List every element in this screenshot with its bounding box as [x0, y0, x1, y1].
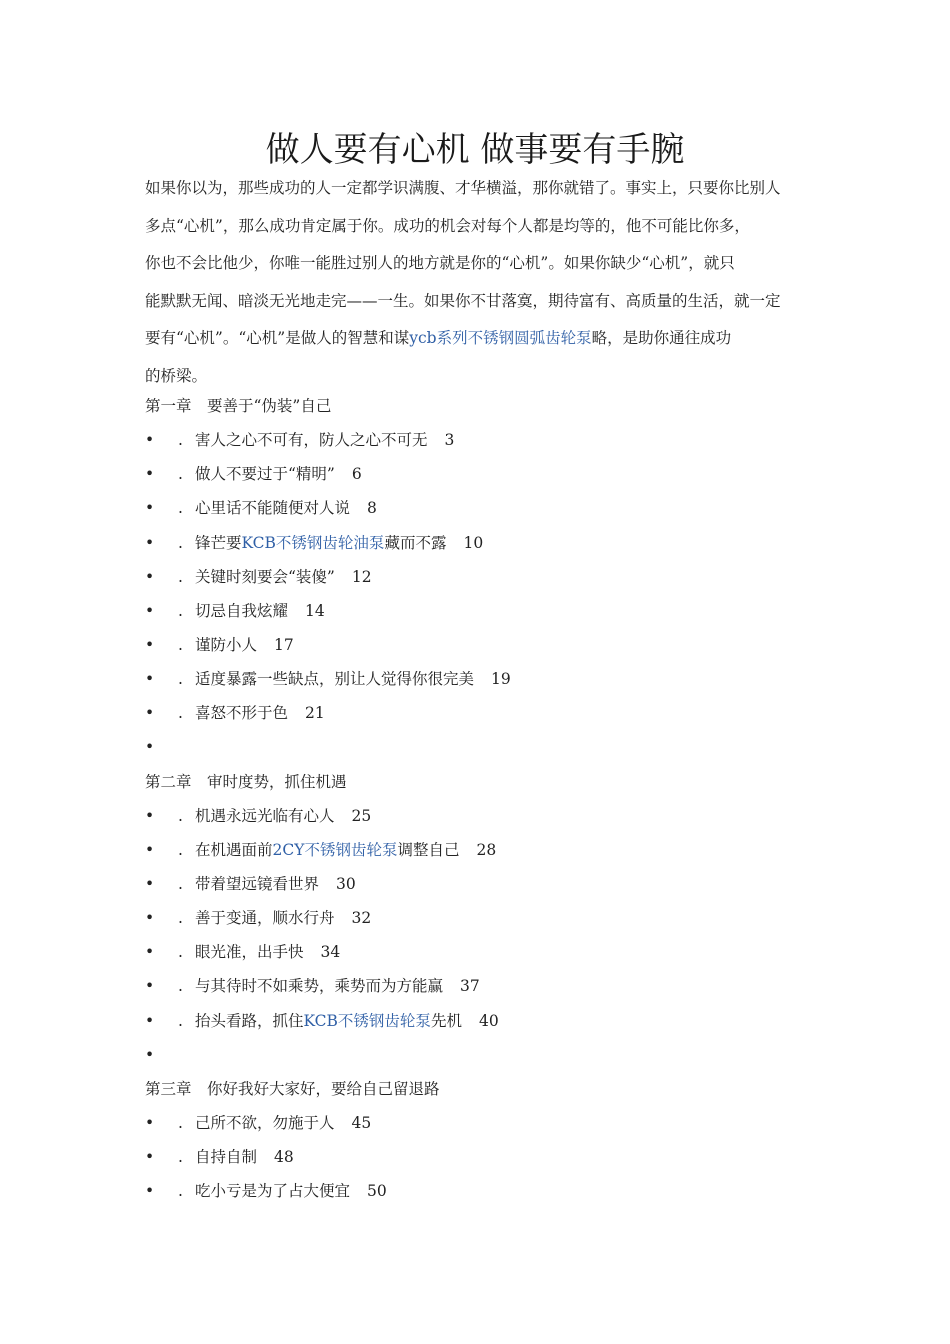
- toc-item-text: 锋芒要: [195, 533, 242, 552]
- toc-item-text: 抬头看路，抓住: [195, 1011, 304, 1030]
- bullet-icon: •: [145, 1011, 155, 1030]
- toc-page-number: 45: [351, 1113, 372, 1132]
- intro-line: 如果你以为，那些成功的人一定都学识满腹、才华横溢，那你就错了。事实上，只要你比别人: [145, 179, 781, 197]
- toc-page-number: 14: [305, 601, 325, 620]
- bullet-icon: •: [145, 567, 155, 586]
- chapter-heading: 第一章 要善于“伪装”自己: [145, 397, 332, 415]
- intro-link[interactable]: ycb系列不锈钢圆弧齿轮泵: [409, 329, 592, 347]
- intro-line: 的桥梁。: [145, 366, 208, 385]
- intro-line: [145, 320, 810, 358]
- toc-page-number: 17: [274, 635, 294, 654]
- toc-page-number: 34: [320, 943, 341, 962]
- toc-item: • . 机遇永远光临有心人 25: [145, 799, 825, 833]
- toc-item-text: 机遇永远光临有心人: [195, 806, 335, 825]
- toc-item: • . 心里话不能随便对人说 8: [145, 491, 825, 525]
- toc-page-number: 50: [367, 1182, 387, 1201]
- intro-line: 多点“心机”，那么成功肯定属于你。成功的机会对每个人都是均等的，他不可能比你多，: [145, 216, 750, 235]
- toc-page-number: 25: [351, 806, 372, 825]
- bullet-icon: •: [145, 499, 155, 518]
- bullet-icon: •: [145, 738, 155, 757]
- table-of-contents: [145, 389, 825, 1208]
- intro-paragraph: [145, 170, 810, 395]
- toc-item: • . 自持自制 48: [145, 1140, 825, 1174]
- toc-item: • . 己所不欲，勿施于人 45: [145, 1106, 825, 1140]
- bullet-icon: •: [145, 601, 155, 620]
- document-title: 做人要有心机 做事要有手腕: [265, 130, 685, 170]
- toc-page-number: 30: [336, 874, 356, 893]
- toc-item-text: 善于变通，顺水行舟: [195, 909, 335, 928]
- toc-page-number: 48: [274, 1148, 294, 1167]
- toc-item: • . 切忌自我炫耀 14: [145, 594, 825, 628]
- empty-bullet: [145, 1038, 825, 1072]
- toc-item: • . 吃小亏是为了占大便宜 50: [145, 1174, 825, 1208]
- bullet-icon: •: [145, 1045, 155, 1064]
- toc-page-number: 21: [305, 704, 325, 723]
- bullet-icon: •: [145, 806, 155, 825]
- toc-page-number: 19: [491, 670, 511, 689]
- bullet-icon: •: [145, 943, 155, 962]
- bullet-icon: •: [145, 977, 155, 996]
- bullet-icon: •: [145, 840, 155, 859]
- toc-page-number: 6: [351, 465, 362, 484]
- toc-item-link[interactable]: KCB不锈钢齿轮油泵: [241, 533, 385, 552]
- bullet-icon: •: [145, 704, 155, 723]
- toc-item-text: 与其待时不如乘势，乘势而为方能赢: [195, 977, 444, 996]
- bullet-icon: •: [145, 1113, 155, 1132]
- toc-item-text: 藏而不露: [384, 533, 447, 552]
- toc-item-text: 适度暴露一些缺点，别让人觉得你很完美: [195, 670, 475, 689]
- toc-item-text: 关键时刻要会“装傻”: [195, 567, 335, 586]
- bullet-icon: •: [145, 1148, 155, 1167]
- intro-text: 略，是助你通往成功: [591, 329, 732, 347]
- chapter-heading: 第二章 审时度势，抓住机遇: [145, 772, 347, 791]
- toc-item: • . 喜怒不形于色 21: [145, 696, 825, 730]
- bullet-icon: •: [145, 635, 155, 654]
- toc-item-text: 在机遇面前: [195, 840, 273, 859]
- intro-text: 要有“心机”。“心机”是做人的智慧和谋: [145, 329, 410, 347]
- empty-bullet: [145, 730, 825, 764]
- toc-item-text: 喜怒不形于色: [195, 704, 289, 723]
- toc-item-text: 害人之心不可有，防人之心不可无: [195, 431, 428, 450]
- chapter-heading: 第三章 你好我好大家好，要给自己留退路: [145, 1079, 440, 1098]
- toc-page-number: 8: [367, 499, 377, 518]
- bullet-icon: •: [145, 431, 155, 450]
- toc-item-text: 心里话不能随便对人说: [195, 499, 351, 518]
- toc-item-text: 吃小亏是为了占大便宜: [195, 1182, 351, 1201]
- toc-page-number: 37: [460, 977, 480, 996]
- toc-item: • . 善于变通，顺水行舟 32: [145, 901, 825, 935]
- toc-item-text: 先机: [430, 1011, 462, 1030]
- toc-item-text: 自持自制: [195, 1148, 258, 1167]
- toc-item: • . 锋芒要KCB不锈钢齿轮油泵藏而不露 10: [145, 526, 825, 560]
- bullet-icon: •: [145, 874, 155, 893]
- toc-item: • . 谨防小人 17: [145, 628, 825, 662]
- toc-item-text: 带着望远镜看世界: [195, 874, 320, 893]
- toc-page-number: 40: [478, 1011, 499, 1030]
- intro-line: 你也不会比他少，你唯一能胜过别人的地方就是你的“心机”。如果你缺少“心机”，就只: [145, 254, 735, 272]
- toc-item: • . 做人不要过于“精明” 6: [145, 457, 825, 491]
- bullet-icon: •: [145, 909, 155, 928]
- toc-page-number: 3: [444, 431, 455, 450]
- bullet-icon: •: [145, 670, 155, 689]
- bullet-icon: •: [145, 1182, 155, 1201]
- bullet-icon: •: [145, 533, 155, 552]
- intro-line: 能默默无闻、暗淡无光地走完——一生。如果你不甘落寞，期待富有、高质量的生活，就一定: [145, 291, 781, 310]
- toc-page-number: 32: [351, 909, 372, 928]
- toc-item: • . 抬头看路，抓住KCB不锈钢齿轮泵先机 40: [145, 1004, 825, 1038]
- toc-item: • . 关键时刻要会“装傻” 12: [145, 560, 825, 594]
- toc-item: • . 在机遇面前2CY不锈钢齿轮泵调整自己 28: [145, 833, 825, 867]
- toc-item: • . 与其待时不如乘势，乘势而为方能赢 37: [145, 969, 825, 1003]
- toc-item: • . 眼光准，出手快 34: [145, 935, 825, 969]
- toc-item-text: 眼光准，出手快: [195, 943, 304, 962]
- toc-item: • . 适度暴露一些缺点，别让人觉得你很完美 19: [145, 662, 825, 696]
- toc-item-text: 调整自己: [397, 840, 460, 859]
- toc-item-text: 己所不欲，勿施于人: [195, 1113, 335, 1132]
- toc-item-link[interactable]: KCB不锈钢齿轮泵: [303, 1011, 431, 1030]
- toc-item: • . 害人之心不可有，防人之心不可无 3: [145, 423, 825, 457]
- bullet-icon: •: [145, 465, 155, 484]
- toc-page-number: 10: [463, 533, 484, 552]
- toc-item-text: 谨防小人: [195, 635, 258, 654]
- toc-item-link[interactable]: 2CY不锈钢齿轮泵: [272, 840, 398, 859]
- toc-item: • . 带着望远镜看世界 30: [145, 867, 825, 901]
- toc-item-text: 切忌自我炫耀: [195, 601, 289, 620]
- toc-page-number: 28: [476, 840, 497, 859]
- toc-page-number: 12: [351, 567, 372, 586]
- toc-item-text: 做人不要过于“精明”: [195, 465, 335, 484]
